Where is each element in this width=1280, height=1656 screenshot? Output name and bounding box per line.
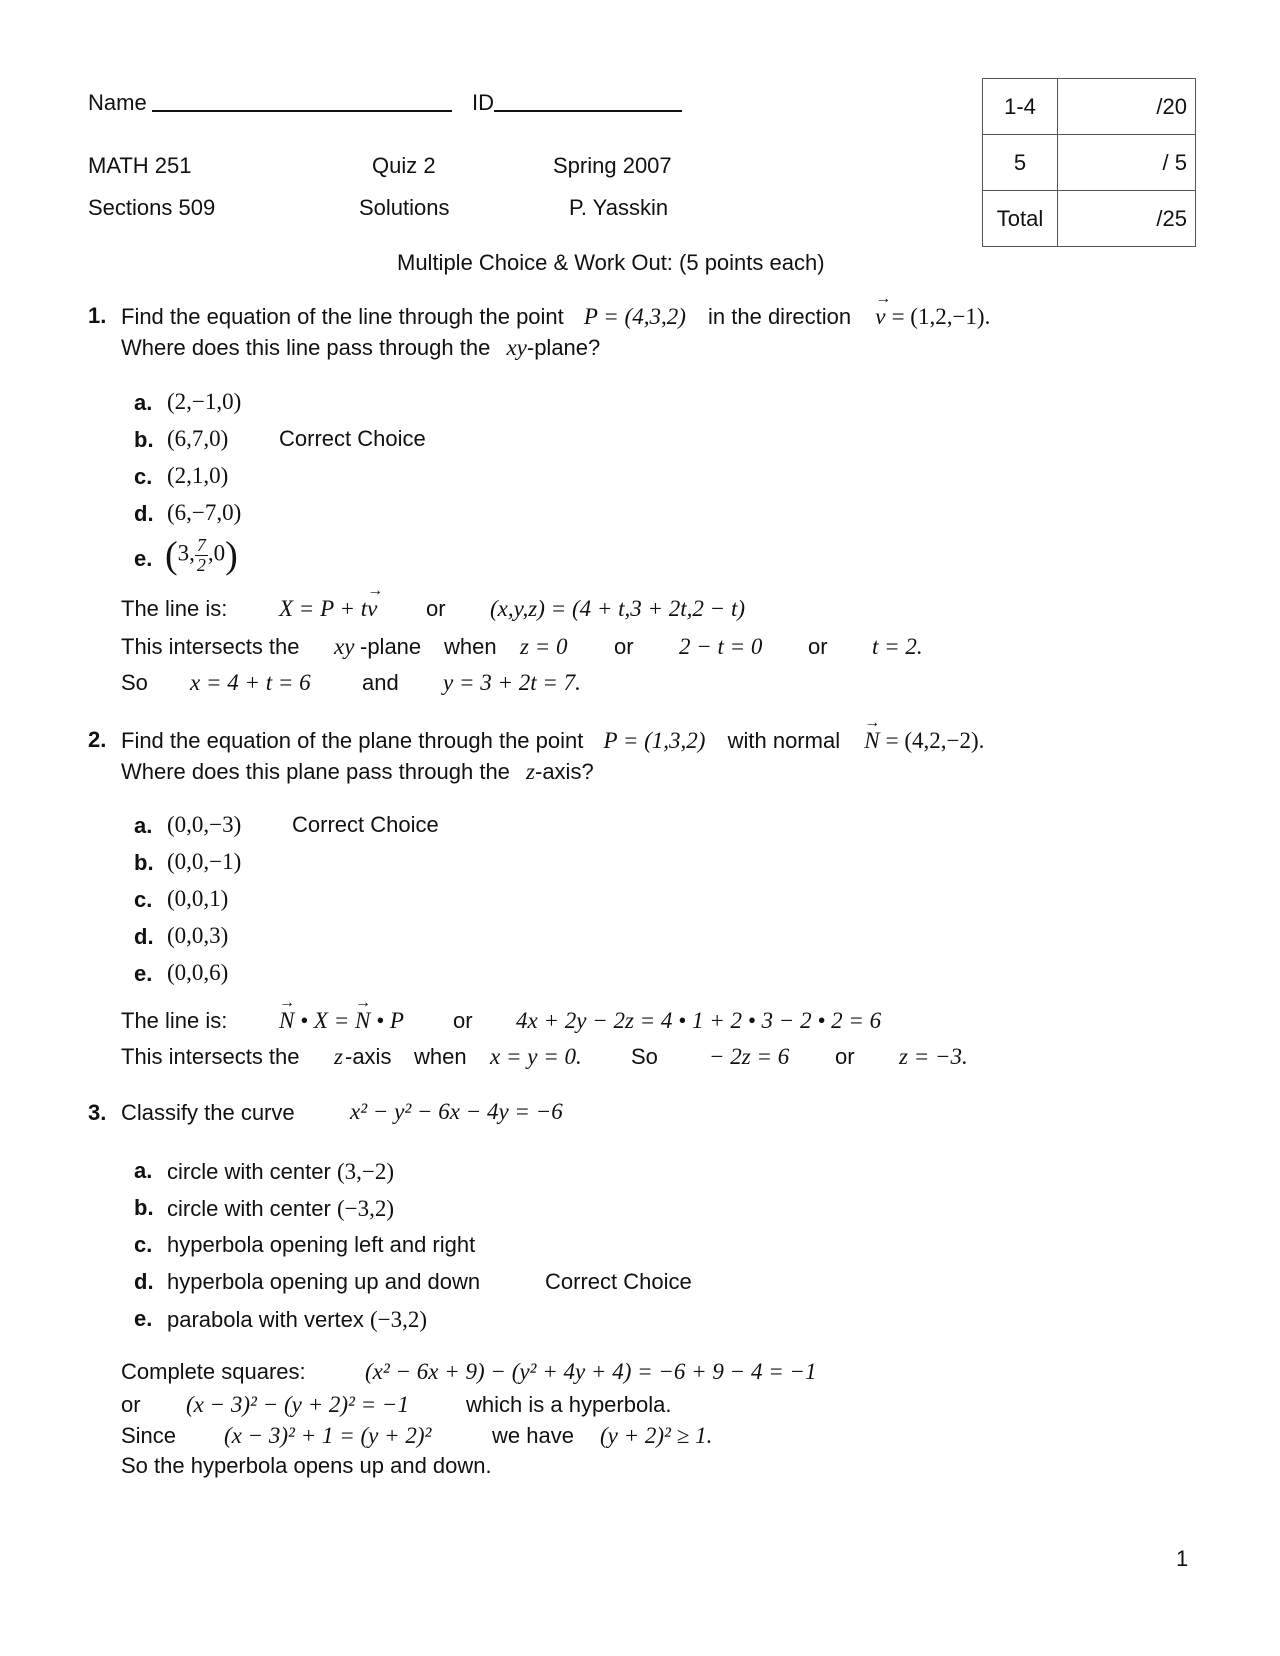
q1-sol1-or: or (426, 596, 446, 621)
q1-text-b: in the direction (708, 304, 852, 329)
q3-choice-letter: e. (134, 1306, 153, 1331)
q2-sol2-or: or (835, 1044, 855, 1069)
q1-sol3-and: and (362, 670, 399, 695)
q3-choice-math: (3,−2) (336, 1159, 395, 1184)
q1-sol1-eq1: X = P + t→ v (279, 597, 377, 620)
q3-sol2-or: or (121, 1392, 141, 1417)
q3-correct-choice: Correct Choice (545, 1269, 692, 1294)
paren-open: ( (165, 534, 178, 577)
q3-curve: x² − y² − 6x − 4y = −6 (350, 1099, 563, 1124)
q3-choice-text: parabola with vertex (167, 1307, 364, 1332)
q1-choice-value: (6,7,0) (167, 426, 229, 451)
page-number: 1 (1176, 1546, 1189, 1571)
q2-sol2-so: So (631, 1044, 658, 1069)
q2-sol1-mid: • X = (294, 1008, 355, 1033)
q2-choice-letter: a. (134, 813, 153, 838)
q2-choice-letter: e. (134, 961, 153, 986)
q2-sol1-eq2: 4x + 2y − 2z = 4 • 1 + 2 • 3 − 2 • 2 = 6 (516, 1008, 882, 1033)
score-table (982, 78, 1196, 247)
q2-choice-letter: c. (134, 887, 153, 912)
q2-line2-var: z (526, 759, 535, 784)
q1-choice-value: (2,−1,0) (167, 389, 242, 414)
q2-sol2-eq3: z = −3. (899, 1044, 968, 1069)
q3-choice-a (167, 1160, 394, 1183)
q2-choice-letter: d. (134, 924, 154, 949)
instructor: P. Yasskin (569, 195, 669, 220)
q2-line2 (121, 760, 594, 783)
quiz-title: Quiz 2 (372, 153, 436, 178)
score-value: / 5 (1058, 135, 1196, 191)
q1-sol3-eq1: x = 4 + t = 6 (190, 670, 311, 695)
q1-point: P = (4,3,2) (583, 304, 686, 329)
q1-line2-var: xy (506, 335, 527, 360)
q1-sol2-eq1: z = 0 (520, 634, 568, 659)
q2-choice-value: (0,0,−1) (167, 849, 242, 874)
q2-sol2-a: This intersects the (121, 1044, 300, 1069)
q2-number: 2. (88, 727, 107, 752)
normal-n: → N (279, 1009, 294, 1032)
q3-sol2-text: which is a hyperbola. (466, 1392, 672, 1417)
score-row (983, 135, 1196, 191)
q1-e-part-b: ,0 (207, 540, 226, 566)
q1-text-a: Find the equation of the line through the point (121, 304, 564, 329)
q2-sol2-b: -axis (345, 1044, 392, 1069)
q1-sol1-label: The line is: (121, 596, 228, 621)
q3-choice-math: (−3,2) (370, 1307, 428, 1332)
q3-choice-text: hyperbola opening up and down (167, 1269, 481, 1294)
q3-choice-text: circle with center (167, 1196, 331, 1221)
course-code: MATH 251 (88, 153, 192, 178)
q2-text-b: with normal (727, 728, 841, 753)
sections: Sections 509 (88, 195, 216, 220)
q1-choice-letter: d. (134, 501, 154, 526)
q2-choice-value: (0,0,−3) (167, 812, 242, 837)
q3-choice-e (167, 1308, 427, 1331)
q2-sol1-or: or (453, 1008, 473, 1033)
q1-line2-b: -plane? (526, 335, 601, 360)
q2-normal-var: → N (864, 729, 879, 752)
q2-choice-value: (0,0,6) (167, 960, 229, 985)
q1-choice-letter: b. (134, 427, 154, 452)
q3-text: Classify the curve (121, 1100, 295, 1125)
q2-sol1-label: The line is: (121, 1008, 228, 1033)
q3-choice-text: hyperbola opening left and right (167, 1232, 476, 1257)
q1-correct-choice: Correct Choice (279, 426, 426, 451)
q1-sol2-eq3: t = 2. (872, 634, 923, 659)
q3-sol1-label: Complete squares: (121, 1359, 306, 1384)
document-kind: Solutions (359, 195, 450, 220)
q2-text-a: Find the equation of the plane through the point (121, 728, 584, 753)
q2-sol1-end: • P (370, 1008, 404, 1033)
q2-correct-choice: Correct Choice (292, 812, 439, 837)
q3-choice-letter: d. (134, 1269, 154, 1294)
q2-sol2-var: z (334, 1044, 343, 1069)
q2-line2-b: -axis? (535, 759, 594, 784)
q1-sol2-eq2: 2 − t = 0 (679, 634, 763, 659)
q1-choice-letter: e. (134, 546, 153, 571)
q1-vector-v: → v (875, 305, 885, 328)
subtitle: Multiple Choice & Work Out: (5 points each) (397, 250, 825, 275)
q3-choice-letter: a. (134, 1158, 153, 1183)
q1-e-part-a: 3, (177, 540, 195, 566)
score-value: /20 (1058, 79, 1196, 135)
score-key: Total (983, 191, 1058, 247)
q1-text (121, 305, 990, 328)
name-label: Name (88, 90, 147, 115)
q1-choice-e-value (165, 536, 238, 575)
q3-choice-text: circle with center (167, 1159, 331, 1184)
q3-choice-b (167, 1197, 394, 1220)
q2-choice-letter: b. (134, 850, 154, 875)
score-key: 1-4 (983, 79, 1058, 135)
q1-sol2-or2: or (808, 634, 828, 659)
q1-number: 1. (88, 303, 107, 328)
q1-sol2-var: xy (334, 634, 355, 659)
q1-sol3-eq2: y = 3 + 2t = 7. (443, 670, 581, 695)
q3-sol3-since: Since (121, 1423, 177, 1448)
q3-sol3-eq1: (x − 3)² + 1 = (y + 2)² (224, 1423, 432, 1448)
vector-v: → v (367, 597, 377, 620)
q2-text (121, 729, 984, 752)
q2-choice-value: (0,0,1) (167, 886, 229, 911)
q3-sol2-eq: (x − 3)² − (y + 2)² = −1 (186, 1392, 409, 1417)
q3-choice-letter: b. (134, 1195, 154, 1220)
term: Spring 2007 (553, 153, 672, 178)
q1-choice-value: (6,−7,0) (167, 500, 242, 525)
q2-point: P = (1,3,2) (603, 728, 706, 753)
id-field-line[interactable] (494, 110, 682, 112)
paren-close: ) (225, 534, 238, 577)
q2-sol2-when: when (414, 1044, 467, 1069)
q1-choice-letter: a. (134, 390, 153, 415)
q1-sol1-eq2: (x,y,z) = (4 + t,3 + 2t,2 − t) (490, 596, 745, 621)
q3-choice-letter: c. (134, 1232, 153, 1257)
q2-choice-value: (0,0,3) (167, 923, 229, 948)
name-field-line[interactable] (152, 110, 452, 112)
q1-line2 (121, 336, 600, 359)
fraction-denominator: 2 (196, 554, 206, 575)
q1-choice-letter: c. (134, 464, 153, 489)
q1-direction: = (1,2,−1). (891, 304, 991, 329)
score-row (983, 79, 1196, 135)
q1-sol2-a: This intersects the (121, 634, 300, 659)
q3-sol3-we: we have (492, 1423, 574, 1448)
q2-sol2-eq1: x = y = 0. (490, 1044, 582, 1069)
q1-sol2-or1: or (614, 634, 634, 659)
q1-choice-value: (2,1,0) (167, 463, 229, 488)
q3-sol3-eq2: (y + 2)² ≥ 1. (600, 1423, 713, 1448)
normal-n: → N (355, 1009, 370, 1032)
q2-sol2-eq2: − 2z = 6 (709, 1044, 790, 1069)
q2-line2-a: Where does this plane pass through the (121, 759, 510, 784)
q1-e-fraction (195, 536, 208, 575)
q3-sol4: So the hyperbola opens up and down. (121, 1453, 492, 1478)
score-value: /25 (1058, 191, 1196, 247)
q1-sol2-when: when (444, 634, 497, 659)
q3-sol1-eq: (x² − 6x + 9) − (y² + 4y + 4) = −6 + 9 − 4 = −1 (365, 1359, 817, 1384)
score-row (983, 191, 1196, 247)
q3-choice-math: (−3,2) (336, 1196, 395, 1221)
fraction-numerator: 7 (196, 535, 206, 555)
q3-number: 3. (88, 1100, 107, 1125)
q2-normal: = (4,2,−2). (885, 728, 985, 753)
id-label: ID (472, 90, 494, 115)
q1-line2-a: Where does this line pass through the (121, 335, 491, 360)
score-key: 5 (983, 135, 1058, 191)
q1-sol2-b: -plane (360, 634, 422, 659)
q2-sol1-eq1 (279, 1009, 404, 1032)
q1-sol3-so: So (121, 670, 148, 695)
